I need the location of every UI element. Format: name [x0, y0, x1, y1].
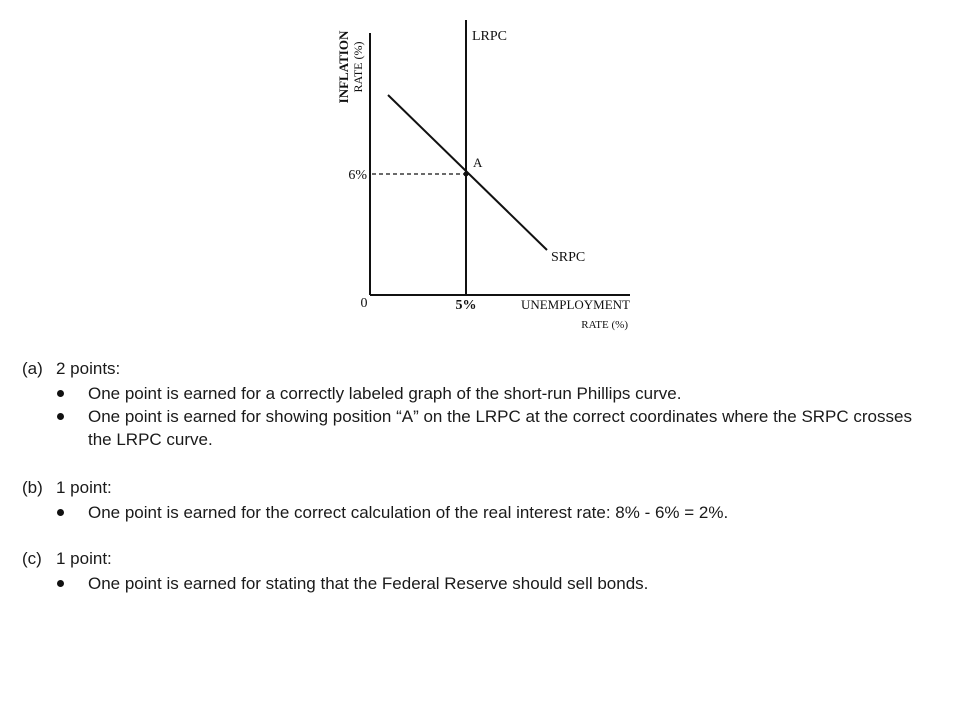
bullet-icon — [57, 509, 64, 516]
section-a-heading — [22, 358, 942, 380]
section-a-points: 2 points: — [56, 359, 121, 378]
section-c-tag: (c) — [22, 549, 42, 568]
list-item — [22, 572, 928, 595]
list-item — [22, 382, 928, 405]
bullet-text: One point is earned for the correct calculation of the real interest rate: 8% - 6% = 2%. — [88, 503, 729, 522]
x-tick-5-label: 5% — [455, 298, 477, 313]
bullet-text: One point is earned for a correctly labeled graph of the short-run Phillips curve. — [88, 384, 682, 403]
x-axis-label-line1: UNEMPLOYMENT — [520, 297, 630, 312]
section-b-bullets — [22, 501, 942, 524]
section-c-heading — [22, 548, 942, 570]
point-a-marker — [464, 172, 469, 177]
section-b-points: 1 point: — [56, 478, 112, 497]
srpc-label: SRPC — [551, 250, 586, 265]
y-axis-label-line2: RATE (%) — [351, 41, 365, 93]
bullet-icon — [57, 390, 64, 397]
list-item — [22, 501, 928, 524]
section-b-tag: (b) — [22, 478, 43, 497]
rubric-section-b — [22, 477, 942, 524]
list-item — [22, 405, 928, 451]
bullet-icon — [57, 413, 64, 420]
rubric-section-a — [22, 358, 942, 451]
section-a-bullets — [22, 382, 942, 451]
point-a-label: A — [473, 155, 483, 170]
section-c-bullets — [22, 572, 942, 595]
section-b-heading — [22, 477, 942, 499]
phillips-curve-diagram — [320, 15, 650, 350]
y-axis-label-line1: INFLATION — [336, 30, 351, 104]
bullet-icon — [57, 580, 64, 587]
bullet-text: One point is earned for stating that the Federal Reserve should sell bonds. — [88, 574, 649, 593]
bullet-text: One point is earned for showing position “A” on the LRPC at the correct coordinates where the SRPC crosses the LRPC curve. — [88, 407, 912, 449]
origin-label: 0 — [360, 296, 368, 311]
y-tick-6-label: 6% — [348, 168, 367, 183]
section-a-tag: (a) — [22, 359, 43, 378]
x-axis-label-line2: RATE (%) — [581, 319, 628, 331]
section-c-points: 1 point: — [56, 549, 112, 568]
lrpc-label: LRPC — [472, 29, 508, 44]
rubric-section-c — [22, 548, 942, 595]
